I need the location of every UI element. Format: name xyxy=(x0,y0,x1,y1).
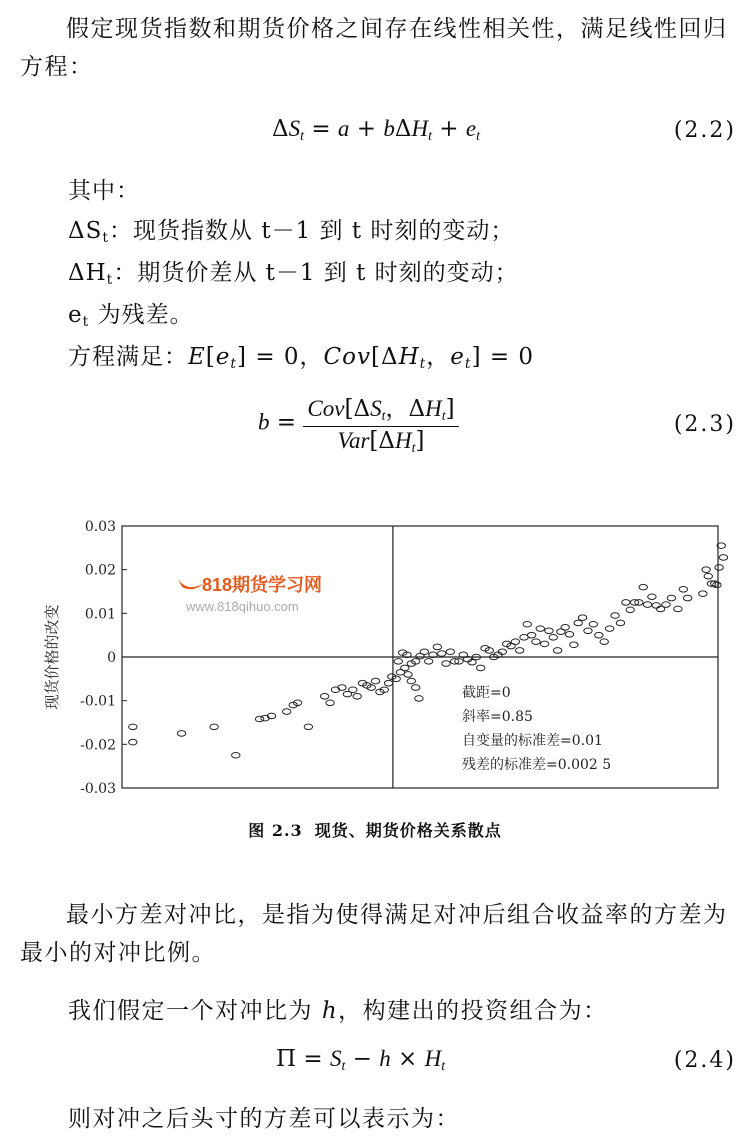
intro-paragraph: 假定现货指数和期货价格之间存在线性相关性，满足线性回归方程： xyxy=(20,16,728,80)
scatter-point xyxy=(589,621,597,627)
y-axis-label: 现货价格的改变 xyxy=(43,604,61,710)
scatter-point xyxy=(532,639,540,645)
scatter-point xyxy=(553,648,561,654)
scatter-point xyxy=(411,685,419,691)
variance-intro-line: 则对冲之后头寸的方差可以表示为： xyxy=(68,1106,460,1132)
y-tick-label: 0.01 xyxy=(84,606,116,623)
scatter-point xyxy=(415,696,423,702)
equation-2-4-number: (2.4) xyxy=(673,1048,736,1073)
definition-delta-h: $\Delta H_t$：期货价差从 t－1 到 t 时刻的变动； xyxy=(68,260,519,288)
scatter-point xyxy=(523,621,531,627)
scatter-point xyxy=(616,620,624,626)
y-tick-label: -0.03 xyxy=(80,781,116,797)
scatter-point xyxy=(320,694,328,700)
scatter-point xyxy=(622,600,630,606)
scatter-point xyxy=(648,594,656,600)
watermark-title: 818期货学习网 xyxy=(202,575,323,595)
definition-delta-h-text: ：期货价差从 t－1 到 t 时刻的变动； xyxy=(113,260,519,286)
center-axes xyxy=(122,526,718,788)
scatter-point xyxy=(574,620,582,626)
scatter-point xyxy=(527,632,535,638)
scatter-point xyxy=(433,644,441,650)
y-axis-ticks xyxy=(80,519,127,797)
scatter-point xyxy=(565,631,573,637)
scatter-point xyxy=(643,602,651,608)
equation-2-3-number: (2.3) xyxy=(673,412,736,437)
scatter-point xyxy=(476,665,484,671)
scatter-point xyxy=(407,678,415,684)
min-variance-paragraph: 最小方差对冲比，是指为使得满足对冲后组合收益率的方差为最小的对冲比例。 xyxy=(20,902,728,966)
y-tick-label: 0.02 xyxy=(84,562,116,579)
scatter-point xyxy=(545,628,553,634)
scatter-point xyxy=(674,606,682,612)
scatter-point xyxy=(326,700,334,706)
definition-delta-s: $\Delta S_t$：现货指数从 t－1 到 t 时刻的变动； xyxy=(68,218,515,246)
scatter-point xyxy=(511,639,519,645)
scatter-point xyxy=(578,615,586,621)
scatter-point xyxy=(570,642,578,648)
scatter-point xyxy=(713,582,721,588)
scatter-point xyxy=(394,659,402,665)
scatter-point xyxy=(210,724,218,730)
scatter-point xyxy=(446,649,454,655)
scatter-chart xyxy=(0,500,750,812)
y-tick-label: 0.03 xyxy=(84,519,116,535)
scatter-point xyxy=(540,641,548,647)
watermark-logo-icon xyxy=(178,579,204,589)
scatter-point xyxy=(420,649,428,655)
scatter-point xyxy=(536,626,544,632)
scatter-point xyxy=(404,672,412,678)
scatter-point xyxy=(232,752,240,758)
condition-label: 方程满足： xyxy=(68,344,188,370)
definition-delta-s-text: ：现货指数从 t－1 到 t 时刻的变动； xyxy=(109,218,515,244)
scatter-point xyxy=(304,724,312,730)
equation-2-4: $\Pi = S_t - h \times H_t$ xyxy=(276,1046,446,1074)
y-tick-label: 0 xyxy=(107,650,116,666)
y-tick-label: -0.02 xyxy=(80,737,116,754)
figure-caption xyxy=(0,818,750,841)
definition-residual: $e_t$ 为残差。 xyxy=(68,302,194,330)
scatter-point xyxy=(715,565,723,571)
scatter-point xyxy=(424,659,432,665)
scatter-point xyxy=(605,626,613,632)
watermark-url: www.818qihuo.com xyxy=(186,599,299,614)
scatter-point xyxy=(561,625,569,631)
scatter-point xyxy=(371,678,379,684)
hedge-ratio-line: 我们假定一个对冲比为 h，构建出的投资组合为： xyxy=(68,998,608,1024)
scatter-point xyxy=(667,595,675,601)
scatter-point xyxy=(349,687,357,693)
scatter-point xyxy=(129,739,137,745)
y-tick-label: -0.01 xyxy=(80,693,116,710)
scatter-point xyxy=(584,628,592,634)
scatter-point xyxy=(129,724,137,730)
scatter-point xyxy=(353,694,361,700)
annotation-slope: 斜率=0.85 xyxy=(462,709,533,725)
annotation-intercept: 截距=0 xyxy=(462,685,511,701)
scatter-point xyxy=(515,648,523,654)
scatter-point xyxy=(662,602,670,608)
annotations-box xyxy=(462,684,611,773)
scatter-point xyxy=(639,584,647,590)
scatter-point xyxy=(549,635,557,641)
annotation-x-std: 自变量的标准差=0.01 xyxy=(462,733,603,749)
equation-2-2-number: (2.2) xyxy=(673,118,736,143)
scatter-point xyxy=(177,731,185,737)
definition-residual-text: 为残差。 xyxy=(89,302,194,328)
scatter-point xyxy=(611,613,619,619)
scatter-point xyxy=(442,661,450,667)
scatter-point xyxy=(283,709,291,715)
annotation-residual-std: 残差的标准差=0.002 5 xyxy=(462,757,612,773)
scatter-point xyxy=(595,632,603,638)
watermark xyxy=(178,574,322,614)
condition-line: 方程满足：$E[e_t] = 0$，$Cov[\Delta H_t$，$e_t] = 0$ xyxy=(68,344,535,372)
scatter-point xyxy=(683,595,691,601)
scatter-point xyxy=(719,555,727,561)
scatter-point xyxy=(702,567,710,573)
scatter-point xyxy=(384,680,392,686)
scatter-point xyxy=(626,607,634,613)
scatter-point xyxy=(679,587,687,593)
equation-2-3: b = $\frac{Cov[\Delta S_t,\Delta H_t]}{Var[\Delta H_t]}$ xyxy=(258,390,459,457)
scatter-point xyxy=(699,591,707,597)
equation-2-2: $\Delta S_t = a + b\Delta H_t + e_t$ xyxy=(272,116,480,144)
where-label: 其中： xyxy=(68,178,140,204)
figure-caption-label: 图 2.3 xyxy=(248,821,303,840)
figure-caption-text: 现货、期货价格关系散点 xyxy=(314,821,502,840)
scatter-point xyxy=(437,651,445,657)
scatter-point xyxy=(704,573,712,579)
scatter-point xyxy=(600,639,608,645)
